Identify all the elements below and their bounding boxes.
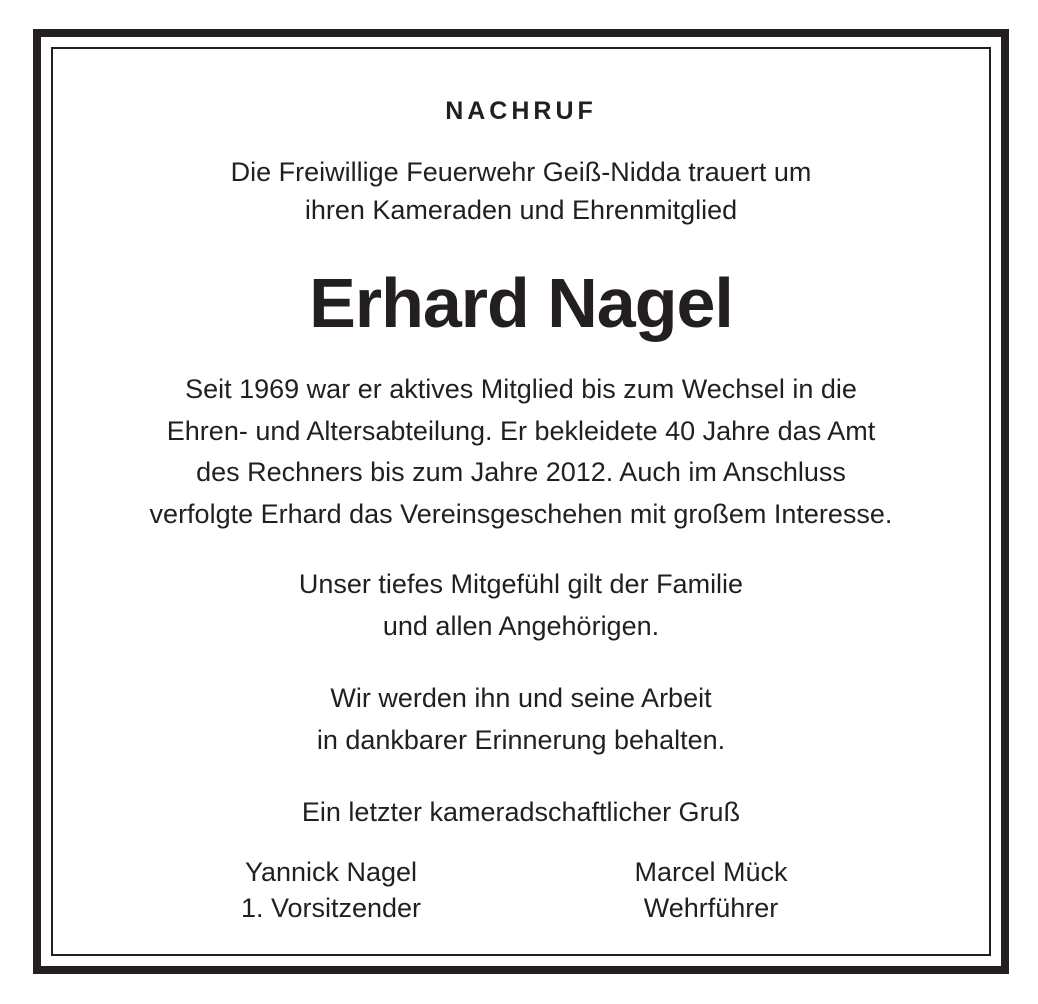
remembrance-line-1: Wir werden ihn und seine Arbeit — [330, 683, 712, 713]
deceased-name: Erhard Nagel — [309, 264, 733, 342]
signatory-role: 1. Vorsitzender — [240, 893, 422, 923]
intro-line-1: Die Freiwillige Feuerwehr Geiß-Nidda trauert um — [230, 157, 812, 187]
condolence-line-1: Unser tiefes Mitgefühl gilt der Familie — [298, 569, 744, 599]
remembrance-line-2: in dankbarer Erinnerung behalten. — [316, 725, 726, 755]
signatory-role: Wehrführer — [643, 893, 779, 923]
signatory-right — [581, 854, 841, 926]
condolence-line-2: und allen Angehörigen. — [382, 611, 660, 641]
signatory-name: Marcel Mück — [634, 857, 788, 887]
bio-line-3: des Rechners bis zum Jahre 2012. Auch im Anschluss — [196, 457, 846, 487]
signatory-left — [201, 854, 461, 926]
intro-line-2: ihren Kameraden und Ehrenmitglied — [304, 195, 738, 225]
farewell-line: Ein letzter kameradschaftlicher Gruß — [301, 797, 741, 827]
bio-line-2: Ehren- und Altersabteilung. Er bekleidete 40 Jahre das Amt — [166, 416, 876, 446]
bio-line-1: Seit 1969 war er aktives Mitglied bis zum Wechsel in die — [185, 374, 857, 404]
notice-heading: NACHRUF — [445, 97, 597, 125]
obituary-notice — [51, 47, 991, 956]
signatory-name: Yannick Nagel — [244, 857, 418, 887]
bio-line-4: verfolgte Erhard das Vereinsgeschehen mit großem Interesse. — [149, 499, 893, 529]
